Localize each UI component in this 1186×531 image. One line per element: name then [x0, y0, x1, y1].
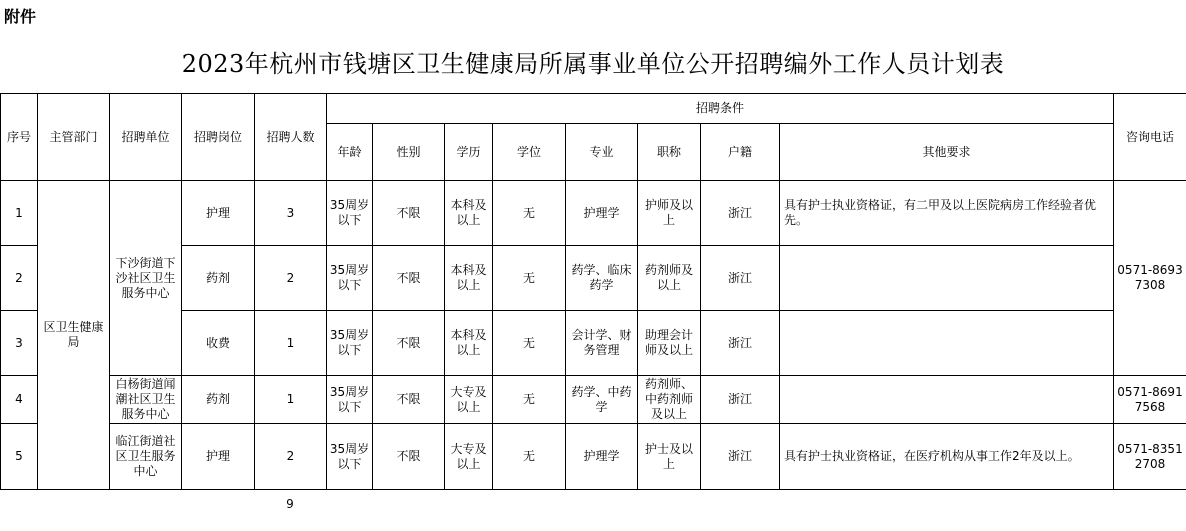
cell-count: 2 [255, 424, 327, 490]
cell-major: 药学、临床药学 [566, 246, 638, 311]
header-conditions: 招聘条件 [327, 94, 1114, 124]
header-department: 主管部门 [38, 94, 110, 181]
cell-seq: 4 [1, 376, 38, 424]
cell-seq: 1 [1, 181, 38, 246]
cell-degree: 无 [493, 181, 566, 246]
cell-hukou: 浙江 [701, 181, 780, 246]
table-row [1, 376, 1186, 424]
header-phone: 咨询电话 [1114, 94, 1186, 181]
cell-education: 本科及以上 [445, 246, 493, 311]
table-row [1, 424, 1186, 490]
header-other: 其他要求 [780, 124, 1114, 181]
cell-age: 35周岁以下 [327, 376, 373, 424]
cell-education: 大专及以上 [445, 376, 493, 424]
cell-gender: 不限 [373, 311, 445, 376]
header-gender: 性别 [373, 124, 445, 181]
cell-other [780, 376, 1114, 424]
cell-other [780, 311, 1114, 376]
cell-gender: 不限 [373, 181, 445, 246]
cell-gender: 不限 [373, 376, 445, 424]
header-degree: 学位 [493, 124, 566, 181]
header-count: 招聘人数 [255, 94, 327, 181]
header-major: 专业 [566, 124, 638, 181]
cell-unit: 临江街道社区卫生服务中心 [110, 424, 182, 490]
cell-hukou: 浙江 [701, 246, 780, 311]
cell-other: 具有护士执业资格证，有二甲及以上医院病房工作经验者优先。 [780, 181, 1114, 246]
page-title: 2023年杭州市钱塘区卫生健康局所属事业单位公开招聘编外工作人员计划表 [181, 50, 1005, 78]
cell-count: 1 [255, 311, 327, 376]
header-age: 年龄 [327, 124, 373, 181]
cell-education: 大专及以上 [445, 424, 493, 490]
cell-phone: 0571-86917568 [1114, 376, 1186, 424]
cell-hukou: 浙江 [701, 311, 780, 376]
attachment-label: 附件 [4, 7, 37, 26]
cell-count: 2 [255, 246, 327, 311]
recruitment-plan-table [0, 93, 1186, 490]
cell-title: 护师及以上 [638, 181, 701, 246]
cell-position: 药剂 [182, 376, 255, 424]
cell-title: 药剂师及以上 [638, 246, 701, 311]
header-position: 招聘岗位 [182, 94, 255, 181]
cell-count: 3 [255, 181, 327, 246]
cell-major: 会计学、财务管理 [566, 311, 638, 376]
cell-hukou: 浙江 [701, 424, 780, 490]
cell-title: 护士及以上 [638, 424, 701, 490]
table-row [1, 181, 1186, 246]
cell-gender: 不限 [373, 424, 445, 490]
cell-unit: 下沙街道下沙社区卫生服务中心 [110, 181, 182, 376]
cell-age: 35周岁以下 [327, 424, 373, 490]
cell-seq: 5 [1, 424, 38, 490]
cell-degree: 无 [493, 246, 566, 311]
header-row-group [1, 94, 1186, 124]
cell-degree: 无 [493, 424, 566, 490]
cell-position: 收费 [182, 311, 255, 376]
cell-gender: 不限 [373, 246, 445, 311]
header-unit: 招聘单位 [110, 94, 182, 181]
cell-position: 药剂 [182, 246, 255, 311]
cell-education: 本科及以上 [445, 311, 493, 376]
cell-title: 药剂师、中药剂师及以上 [638, 376, 701, 424]
cell-department: 区卫生健康局 [38, 181, 110, 490]
cell-unit: 白杨街道闻潮社区卫生服务中心 [110, 376, 182, 424]
header-hukou: 户籍 [701, 124, 780, 181]
header-education: 学历 [445, 124, 493, 181]
cell-title: 助理会计师及以上 [638, 311, 701, 376]
cell-position: 护理 [182, 181, 255, 246]
cell-phone: 0571-86937308 [1114, 181, 1186, 376]
cell-age: 35周岁以下 [327, 246, 373, 311]
cell-seq: 2 [1, 246, 38, 311]
cell-count: 1 [255, 376, 327, 424]
header-title: 职称 [638, 124, 701, 181]
cell-seq: 3 [1, 311, 38, 376]
cell-education: 本科及以上 [445, 181, 493, 246]
cell-hukou: 浙江 [701, 376, 780, 424]
cell-degree: 无 [493, 311, 566, 376]
header-seq: 序号 [1, 94, 38, 181]
total-count: 9 [286, 497, 294, 511]
cell-major: 护理学 [566, 424, 638, 490]
cell-degree: 无 [493, 376, 566, 424]
cell-other: 具有护士执业资格证，在医疗机构从事工作2年及以上。 [780, 424, 1114, 490]
cell-other [780, 246, 1114, 311]
cell-phone: 0571-83512708 [1114, 424, 1186, 490]
cell-age: 35周岁以下 [327, 311, 373, 376]
cell-major: 护理学 [566, 181, 638, 246]
cell-age: 35周岁以下 [327, 181, 373, 246]
cell-position: 护理 [182, 424, 255, 490]
cell-major: 药学、中药学 [566, 376, 638, 424]
